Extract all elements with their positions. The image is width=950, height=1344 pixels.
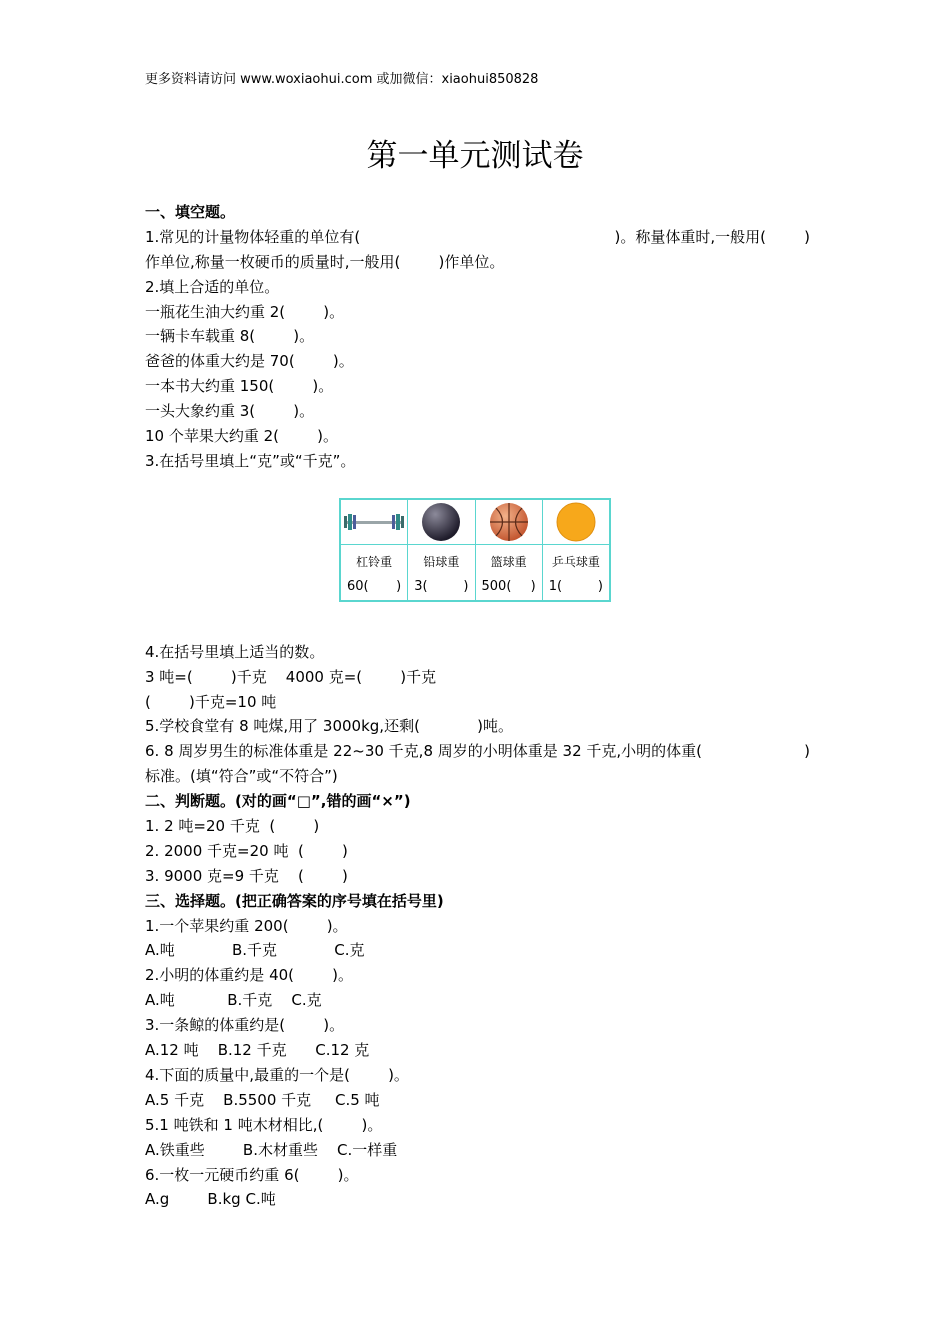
q6-part1a: 6. 8 周岁男生的标准体重是 22~30 千克,8 周岁的小明体重是 32 千克,小明的体重( <box>145 742 702 761</box>
choice-item: 4.下面的质量中,最重的一个是( )。 <box>145 1065 409 1084</box>
q2-item: 一头大象约重 3( )。 <box>145 402 315 421</box>
q3-heading: 3.在括号里填上“克”或“千克”。 <box>145 451 356 470</box>
section2-heading: 二、判断题。(对的画“□”,错的画“×”) <box>145 792 411 811</box>
q3-table-area <box>145 478 810 640</box>
choice-options: A.吨 B.千克 C.克 <box>145 991 322 1010</box>
table-cell-basketball <box>476 500 543 600</box>
choice-options: A.铁重些 B.木材重些 C.一样重 <box>145 1140 398 1159</box>
q4-line1: 3 吨=( )千克 4000 克=( )千克 <box>145 667 437 686</box>
table-cell-name: 杠铃重 <box>356 554 393 569</box>
q4-heading: 4.在括号里填上适当的数。 <box>145 642 325 661</box>
header-note: 更多资料请访问 www.woxiaohui.com 或加微信：xiaohui850828 <box>145 72 539 87</box>
q2-heading: 2.填上合适的单位。 <box>145 277 280 296</box>
basketball-icon <box>489 502 529 542</box>
q1-line2: 作单位,称量一枚硬币的质量时,一般用( )作单位。 <box>145 252 505 271</box>
choice-options: A.12 吨 B.12 千克 C.12 克 <box>145 1041 370 1060</box>
judge-item: 3. 9000 克=9 千克 ( ) <box>145 866 348 885</box>
choice-item: 5.1 吨铁和 1 吨木材相比,( )。 <box>145 1115 383 1134</box>
judge-item: 2. 2000 千克=20 吨 ( ) <box>145 841 348 860</box>
q4-line2: ( )千克=10 吨 <box>145 692 277 711</box>
q2-item: 10 个苹果大约重 2( )。 <box>145 427 339 446</box>
weights-table <box>339 498 611 602</box>
ping-pong-ball-icon <box>556 502 596 542</box>
table-cell-value: 500( ) <box>481 578 536 594</box>
table-cell-name: 篮球重 <box>490 554 527 569</box>
q5: 5.学校食堂有 8 吨煤,用了 3000kg,还剩( )吨。 <box>145 717 513 736</box>
q2-item: 爸爸的体重大约是 70( )。 <box>145 352 354 371</box>
barbell-icon <box>342 511 406 533</box>
judge-item: 1. 2 吨=20 千克 ( ) <box>145 817 320 836</box>
q1-line1 <box>145 225 810 250</box>
q2-item: 一瓶花生油大约重 2( )。 <box>145 302 345 321</box>
q2-item: 一本书大约重 150( )。 <box>145 377 334 396</box>
table-cell-ping-pong <box>543 500 609 600</box>
section1-heading: 一、填空题。 <box>145 203 236 221</box>
table-cell-name: 乒乓球重 <box>551 554 600 569</box>
table-cell-value: 3( ) <box>414 578 469 594</box>
page-title: 第一单元测试卷 <box>366 138 584 174</box>
choice-item: 2.小明的体重约是 40( )。 <box>145 966 354 985</box>
q6-line2: 标准。(填“符合”或“不符合”) <box>145 767 338 786</box>
shot-put-icon <box>421 502 461 542</box>
table-cell-value: 60( ) <box>347 578 402 594</box>
choice-item: 1.一个苹果约重 200( )。 <box>145 916 348 935</box>
test-content <box>145 200 810 1212</box>
choice-item: 3.一条鲸的体重约是( )。 <box>145 1016 345 1035</box>
table-cell-shot-put <box>408 500 475 600</box>
q1-part1b: )。称量体重时,一般用( ) <box>614 227 810 246</box>
choice-options: A.g B.kg C.吨 <box>145 1190 276 1209</box>
q6-line1 <box>145 739 810 764</box>
table-cell-name: 铅球重 <box>423 554 460 569</box>
choice-item: 6.一枚一元硬币约重 6( )。 <box>145 1165 359 1184</box>
q6-part1b: ) <box>804 742 810 761</box>
choice-options: A.吨 B.千克 C.克 <box>145 941 365 960</box>
choice-options: A.5 千克 B.5500 千克 C.5 吨 <box>145 1090 380 1109</box>
q2-item: 一辆卡车载重 8( )。 <box>145 327 315 346</box>
table-cell-barbell <box>341 500 408 600</box>
section3-heading: 三、选择题。(把正确答案的序号填在括号里) <box>145 891 444 910</box>
q1-part1a: 1.常见的计量物体轻重的单位有( <box>145 227 361 246</box>
table-cell-value: 1( ) <box>548 578 603 594</box>
